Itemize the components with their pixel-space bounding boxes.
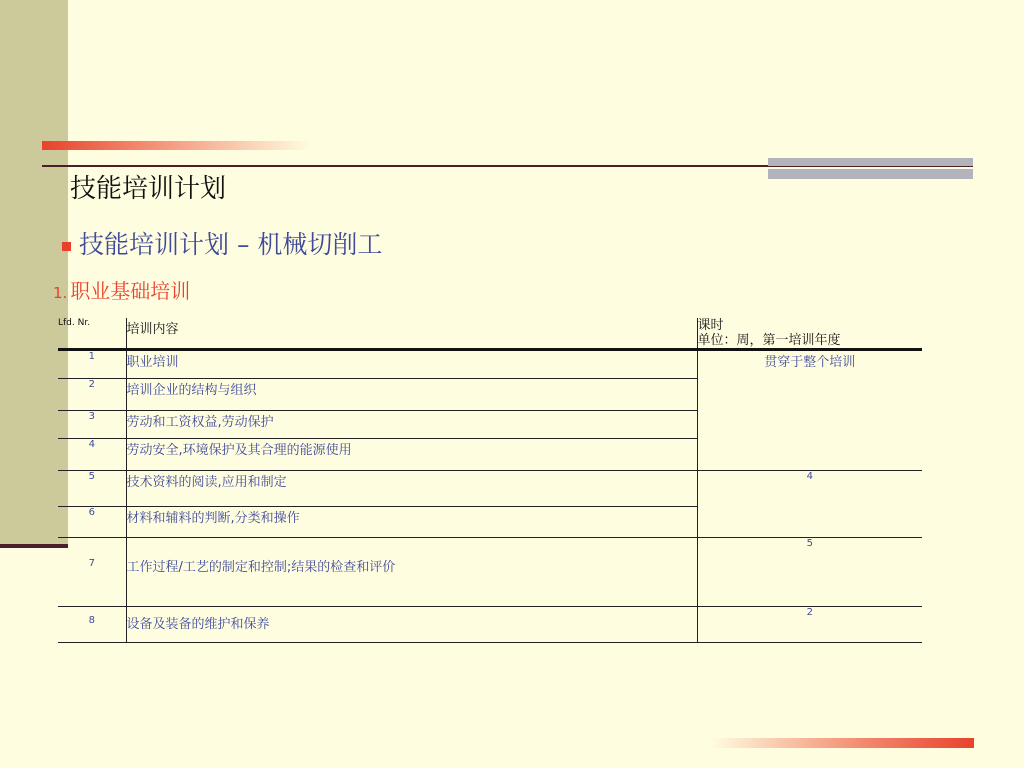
- slide-title: 技能培训计划: [70, 174, 227, 204]
- row-number: 1: [58, 350, 126, 379]
- row-number: 5: [58, 471, 126, 507]
- row-content: 技术资料的阅读,应用和制定: [126, 471, 697, 507]
- header-grey-bar-upper: [768, 158, 973, 166]
- row-content: 材料和辅料的判断,分类和操作: [126, 507, 697, 538]
- row-number: 2: [58, 379, 126, 411]
- header-hours-title: 课时: [697, 318, 724, 333]
- top-accent-stripe: [42, 141, 312, 150]
- square-bullet-icon: [62, 242, 71, 251]
- row-content: 劳动和工资权益,劳动保护: [126, 411, 697, 439]
- row-content: 培训企业的结构与组织: [126, 379, 697, 411]
- table-header-row: [58, 318, 922, 350]
- table-row: [58, 607, 922, 643]
- row-number: 6: [58, 507, 126, 538]
- row-content: 设备及装备的维护和保养: [126, 607, 697, 643]
- table-row: [58, 471, 922, 507]
- training-plan-table: [58, 318, 922, 643]
- row-content: 职业培训: [126, 350, 697, 379]
- row-number: 4: [58, 439, 126, 471]
- subtitle-row: [62, 225, 382, 261]
- hours-cell: 5: [697, 538, 922, 607]
- hours-cell: 贯穿于整个培训: [697, 350, 922, 471]
- bottom-accent-stripe: [710, 738, 974, 748]
- header-grey-bar-lower: [768, 169, 973, 179]
- row-number: 7: [58, 538, 126, 607]
- section-title: 职业基础培训: [70, 279, 191, 303]
- table-row: [58, 538, 922, 607]
- header-number: Lfd. Nr.: [58, 318, 126, 350]
- header-hours: [697, 318, 922, 350]
- header-content: 培训内容: [126, 318, 697, 350]
- row-number: 8: [58, 607, 126, 643]
- table-row: [58, 350, 922, 379]
- section-heading: [53, 275, 190, 304]
- hours-cell: 2: [697, 607, 922, 643]
- header-hours-unit: 单位：周，第一培训年度: [697, 333, 841, 348]
- section-number: 1.: [53, 284, 68, 302]
- row-content: 工作过程/工艺的制定和控制;结果的检查和评价: [126, 538, 697, 607]
- row-content: 劳动安全,环境保护及其合理的能源使用: [126, 439, 697, 471]
- hours-cell: 4: [697, 471, 922, 538]
- row-number: 3: [58, 411, 126, 439]
- slide-subtitle: 技能培训计划 – 机械切削工: [79, 230, 383, 259]
